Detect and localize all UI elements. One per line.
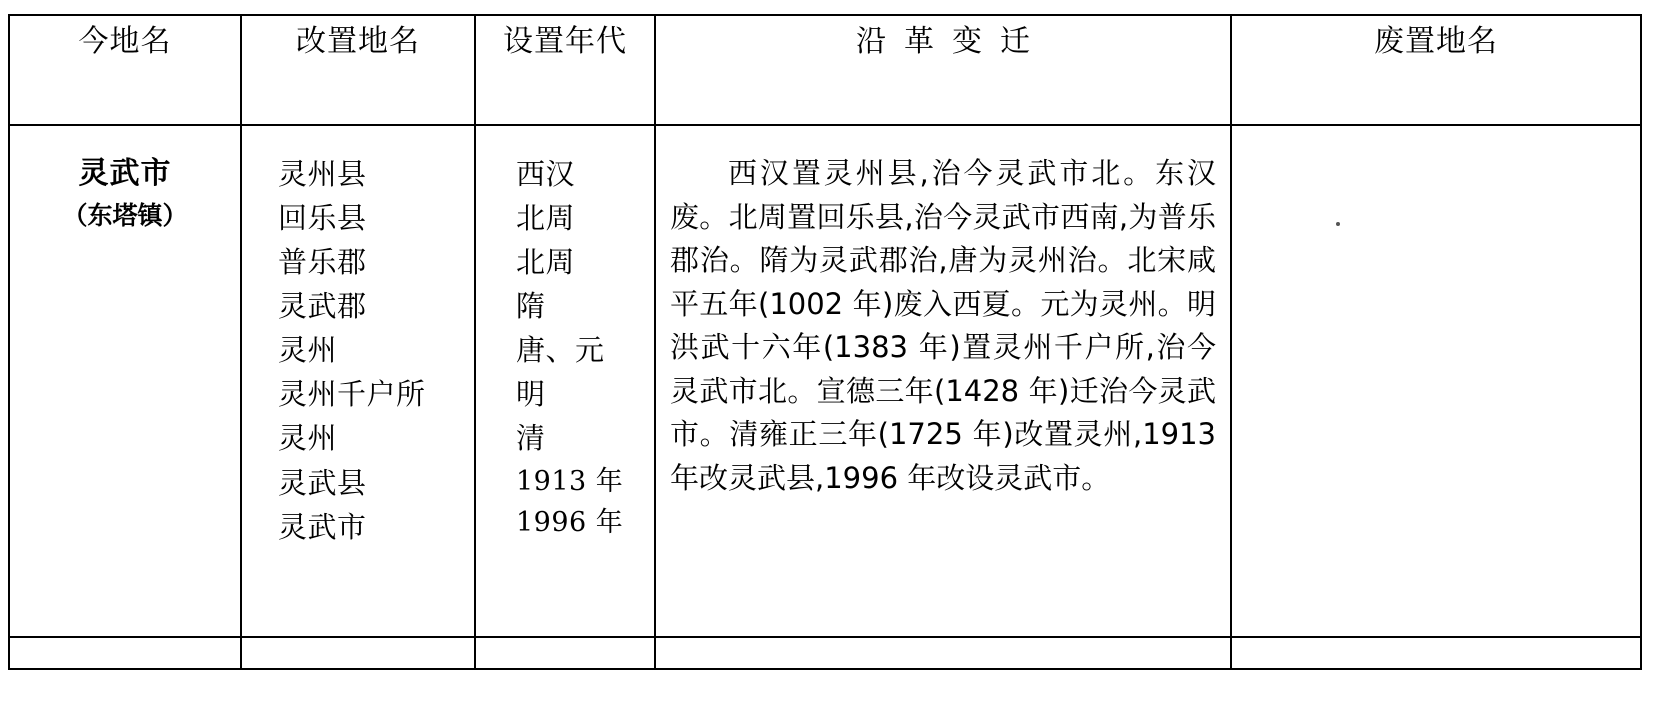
cell-next-abolished-name — [1231, 637, 1641, 669]
present-name-block — [10, 126, 240, 636]
renamed-places-block — [242, 126, 474, 636]
cell-present-name — [9, 125, 241, 637]
table-row — [9, 125, 1641, 637]
column-header-present-name: 今地名 — [9, 15, 241, 125]
column-header-abolished-name: 废置地名 — [1231, 15, 1641, 125]
renamed-places-list — [252, 152, 464, 549]
list-item: 西汉 — [516, 157, 576, 191]
list-item: 清 — [516, 421, 546, 456]
evolution-text-block — [656, 126, 1230, 510]
evolution-paragraph: 西汉置灵州县,治今灵武市北。东汉废。北周置回乐县,治今灵武市西南,为普乐郡治。隋为灵武郡治,唐为灵州治。北宋咸平五年(1002 年)废入西夏。元为灵州。明洪武十六年(1383 年)置灵州千户所,治今灵武市北。宣德三年(1428 年)迁治今灵武市。清雍正三年(1725 年)改置灵州,1913 年改灵武县,1996 年改设灵武市。 — [670, 156, 1216, 495]
list-item: 普乐郡 — [278, 245, 367, 280]
list-item: 1996 年 — [516, 506, 624, 538]
list-item: 灵州千户所 — [278, 377, 426, 412]
column-header-established-year: 设置年代 — [475, 15, 655, 125]
list-item: 北周 — [516, 245, 576, 280]
cell-evolution — [655, 125, 1231, 637]
list-item: 北周 — [516, 201, 576, 236]
list-item: 灵州 — [278, 421, 338, 456]
list-item: 唐、元 — [516, 333, 605, 368]
cell-renamed-places — [241, 125, 475, 637]
list-item: 灵州 — [278, 333, 338, 368]
cell-next-established-years — [475, 637, 655, 669]
column-header-evolution: 沿革变迁 — [655, 15, 1231, 125]
cell-next-evolution — [655, 637, 1231, 669]
list-item: 1913 年 — [516, 465, 624, 497]
present-name-main: 灵武市 — [78, 156, 172, 191]
cell-next-present-name — [9, 637, 241, 669]
list-item: 明 — [516, 377, 546, 412]
present-name-text — [20, 152, 230, 234]
list-item: 灵武县 — [278, 465, 367, 500]
established-years-block — [476, 126, 654, 636]
list-item: 隋 — [516, 289, 546, 324]
abolished-name-block — [1232, 126, 1640, 636]
table-header-row — [9, 15, 1641, 125]
cell-established-years — [475, 125, 655, 637]
established-years-list — [486, 152, 644, 543]
historical-place-names-table — [8, 14, 1642, 670]
list-item: 回乐县 — [278, 201, 367, 236]
present-name-subtitle: （东塔镇） — [62, 200, 188, 230]
table-row-partial-next — [9, 637, 1641, 669]
column-header-renamed-place: 改置地名 — [241, 15, 475, 125]
stray-mark-icon — [1336, 222, 1340, 226]
table-container — [8, 14, 1648, 670]
list-item: 灵武市 — [278, 509, 367, 544]
list-item: 灵州县 — [278, 157, 367, 191]
list-item: 灵武郡 — [278, 289, 367, 324]
cell-next-renamed-places — [241, 637, 475, 669]
cell-abolished-name — [1231, 125, 1641, 637]
